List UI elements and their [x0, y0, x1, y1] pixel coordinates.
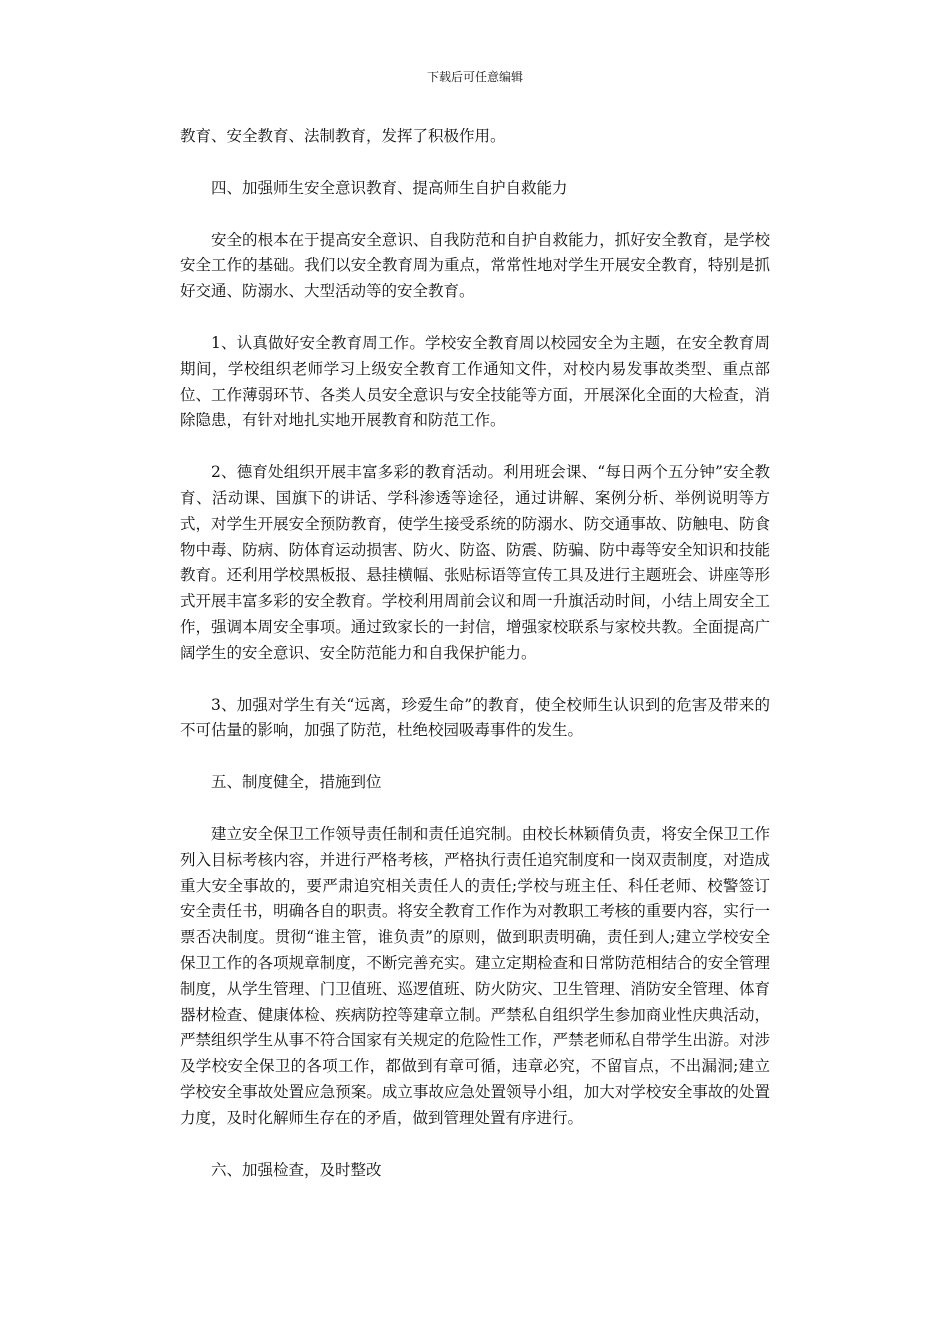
section-5-paragraph: 建立安全保卫工作领导责任制和责任追究制。由校长林颖倩负责，将安全保卫工作列入目标考核内容，并进行严格考核，严格执行责任追究制度和一岗双责制度，对造成重大安全事故的，要严肃追究相关责任人的责任;学校与班主任、科任老师、校警签订安全责任书，明确各自的职责。将安全教育工作作为对教职工考核的重要内容，实行一票否决制度。贯彻“谁主管，谁负责”的原则，做到职责明确，责任到人;建立学校安全保卫工作的各项规章制度，不断完善充实。建立定期检查和日常防范相结合的安全管理制度，从学生管理、门卫值班、巡逻值班、防火防灾、卫生管理、消防安全管理、体育器材检查、健康体检、疾病防控等建章立制。严禁私自组织学生参加商业性庆典活动，严禁组织学生从事不符合国家有关规定的危险性工作，严禁老师私自带学生出游。对涉及学校安全保卫的各项工作，都做到有章可循，违章必究，不留盲点，不出漏洞;建立学校安全事故处置应急预案。成立事故应急处置领导小组，加大对学校安全事故的处置力度，及时化解师生存在的矛盾，做到管理处置有序进行。 — [180, 824, 770, 1127]
section-4-item-1: 1、认真做好安全教育周工作。学校安全教育周以校园安全为主题，在安全教育周期间，学校组织老师学习上级安全教育工作通知文件，对校内易发事故类型、重点部位、工作薄弱环节、各类人员安全意识与安全技能等方面，开展深化全面的大检查，消除隐患，有针对地扎实地开展教育和防范工作。 — [180, 333, 770, 430]
document-body — [180, 124, 770, 1183]
spacer — [180, 1132, 770, 1158]
spacer — [180, 796, 770, 822]
section-4-title: 四、加强师生安全意识教育、提高师生自护自救能力 — [211, 178, 568, 197]
spacer — [180, 434, 770, 460]
spacer — [180, 667, 770, 693]
page-header: 下载后可任意编辑 — [426, 70, 523, 84]
section-4-paragraph: 安全的根本在于提高安全意识、自我防范和自护自救能力，抓好安全教育，是学校安全工作的基础。我们以安全教育周为重点，常常性地对学生开展安全教育，特别是抓好交通、防溺水、大型活动等的安全教育。 — [180, 230, 770, 301]
section-4-item-3: 3、加强对学生有关“远离，珍爱生命”的教育，使全校师生认识到的危害及带来的不可估量的影响，加强了防范，杜绝校园吸毒事件的发生。 — [180, 695, 770, 740]
section-6-title: 六、加强检查，及时整改 — [211, 1160, 382, 1179]
intro-line: 教育、安全教育、法制教育，发挥了积极作用。 — [180, 127, 506, 145]
spacer — [180, 305, 770, 331]
spacer — [180, 202, 770, 228]
spacer — [180, 744, 770, 770]
spacer — [180, 150, 770, 176]
section-4-item-2: 2、德育处组织开展丰富多彩的教育活动。利用班会课、“每日两个五分钟”安全教育、活动课、国旗下的讲话、学科渗透等途径，通过讲解、案例分析、举例说明等方式，对学生开展安全预防教育，使学生接受系统的防溺水、防交通事故、防触电、防食物中毒、防病、防体育运动损害、防火、防盗、防震、防骗、防中毒等安全知识和技能教育。还利用学校黑板报、悬挂横幅、张贴标语等宣传工具及进行主题班会、讲座等形式开展丰富多彩的安全教育。学校利用周前会议和周一升旗活动时间，小结上周安全工作，强调本周安全事项。通过致家长的一封信，增强家校联系与家校共教。全面提高广阔学生的安全意识、安全防范能力和自我保护能力。 — [180, 463, 770, 662]
section-5-title: 五、制度健全，措施到位 — [211, 773, 382, 792]
